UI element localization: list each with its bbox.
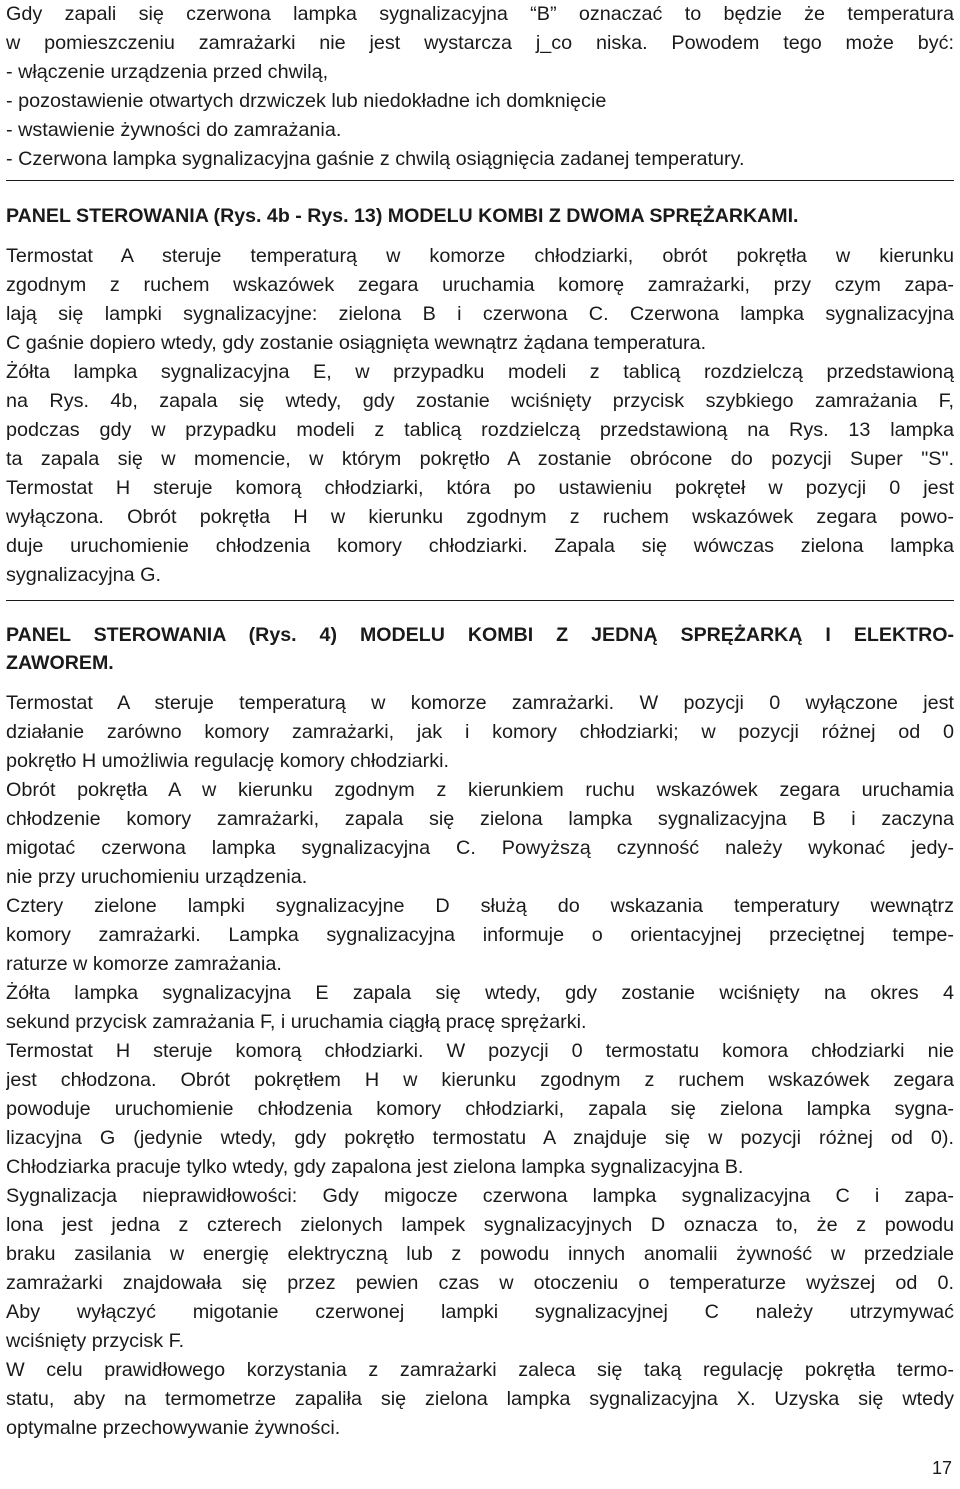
section-body-line: zgodnym z ruchem wskazówek zegara uruchamia komorę zamrażarki, przy czym zapa- [6,274,954,296]
section-body-line: Termostat H steruje komorą chłodziarki, która po ustawieniu pokręteł w pozycji 0 jest [6,477,954,499]
section-divider [6,180,954,181]
section-body-line: C gaśnie dopiero wtedy, gdy zostanie osiągnięta wewnątrz żądana temperatura. [6,332,707,354]
top-paragraph-line: Gdy zapali się czerwona lampka sygnalizacyjna “B” oznaczać to będzie że temperatura [6,3,954,25]
top-paragraph-line: - włączenie urządzenia przed chwilą, [6,61,329,83]
section-body-line: działanie zarówno komory zamrażarki, jak i komory chłodziarki; w pozycji różnej od 0 [6,721,954,743]
section-body-line: Sygnalizacja nieprawidłowości: Gdy migocze czerwona lampka sygnalizacyjna C i zapa- [6,1185,954,1207]
section-body-line: W celu prawidłowego korzystania z zamrażarki zaleca się taką regulację pokrętła termo- [6,1359,954,1381]
section-body-line: migotać czerwona lampka sygnalizacyjna C. Powyższą czynność należy wykonać jedy- [6,837,954,859]
section-body-line: komory zamrażarki. Lampka sygnalizacyjna informuje o orientacyjnej przeciętnej tempe- [6,924,954,946]
top-paragraph-line: w pomieszczeniu zamrażarki nie jest wystarcza j_co niska. Powodem tego może być: [6,32,954,54]
section-body-line: Cztery zielone lampki sygnalizacyjne D służą do wskazania temperatury wewnątrz [6,895,954,917]
section-body-line: ta zapala się w momencie, w którym pokrętło A zostanie obrócone do pozycji Super "S". [6,448,954,470]
section-heading: PANEL STEROWANIA (Rys. 4) MODELU KOMBI Z JEDNĄ SPRĘŻARKĄ I ELEKTRO- [6,624,954,646]
section-body-line: Aby wyłączyć migotanie czerwonej lampki sygnalizacyjnej C należy utrzymywać [6,1301,954,1323]
section-body-line: Chłodziarka pracuje tylko wtedy, gdy zapalona jest zielona lampka sygnalizacyjna B. [6,1156,744,1178]
section-body-line: Termostat H steruje komorą chłodziarki. W pozycji 0 termostatu komora chłodziarki nie [6,1040,954,1062]
section-divider [6,600,954,601]
section-heading: ZAWOREM. [6,652,114,674]
section-body-line: pokrętło H umożliwia regulację komory chłodziarki. [6,750,450,772]
section-body-line: Obrót pokrętła A w kierunku zgodnym z kierunkiem ruchu wskazówek zegara uruchamia [6,779,954,801]
section-body-line: sekund przycisk zamrażania F, i uruchamia ciągłą pracę sprężarki. [6,1011,587,1033]
section-body-line: lizacyjna G (jedynie wtedy, gdy pokrętło termostatu A znajduje się w pozycji różnej od 0). [6,1127,954,1149]
top-paragraph-line: - Czerwona lampka sygnalizacyjna gaśnie z chwilą osiągnięcia zadanej temperatury. [6,148,745,170]
section-body-line: lają się lampki sygnalizacyjne: zielona B i czerwona C. Czerwona lampka sygnalizacyjna [6,303,954,325]
section-body-line: jest chłodzona. Obrót pokrętłem H w kierunku zgodnym z ruchem wskazówek zegara [6,1069,954,1091]
section-body-line: Żółta lampka sygnalizacyjna E, w przypadku modeli z tablicą rozdzielczą przedstawioną [6,361,954,383]
section-body-line: optymalne przechowywanie żywności. [6,1417,341,1439]
section-body-line: sygnalizacyjna G. [6,564,162,586]
section-body-line: podczas gdy w przypadku modeli z tablicą rozdzielczą przedstawioną na Rys. 13 lampka [6,419,954,441]
section-body-line: Żółta lampka sygnalizacyjna E zapala się wtedy, gdy zostanie wciśnięty na okres 4 [6,982,954,1004]
section-heading: PANEL STEROWANIA (Rys. 4b - Rys. 13) MODELU KOMBI Z DWOMA SPRĘŻARKAMI. [6,205,799,227]
section-body-line: na Rys. 4b, zapala się wtedy, gdy zostanie wciśnięty przycisk szybkiego zamrażania F, [6,390,954,412]
section-body-line: statu, aby na termometrze zapaliła się zielona lampka sygnalizacyjna X. Uzyska się wtedy [6,1388,954,1410]
section-body-line: zamrażarki znajdowała się przez pewien czas w otoczeniu o temperaturze wyższej od 0. [6,1272,954,1294]
top-paragraph-line: - pozostawienie otwartych drzwiczek lub niedokładne ich domknięcie [6,90,607,112]
page-number: 17 [931,1458,952,1478]
section-body-line: duje uruchomienie chłodzenia komory chłodziarki. Zapala się wówczas zielona lampka [6,535,954,557]
section-body-line: Termostat A steruje temperaturą w komorze zamrażarki. W pozycji 0 wyłączone jest [6,692,954,714]
section-body-line: wciśnięty przycisk F. [6,1330,185,1352]
section-body-line: Termostat A steruje temperaturą w komorze chłodziarki, obrót pokrętła w kierunku [6,245,954,267]
section-body-line: raturze w komorze zamrażania. [6,953,282,975]
section-body-line: powoduje uruchomienie chłodzenia komory chłodziarki, zapala się zielona lampka sygna- [6,1098,954,1120]
section-body-line: chłodzenie komory zamrażarki, zapala się zielona lampka sygnalizacyjna B i zaczyna [6,808,954,830]
section-body-line: nie przy uruchomieniu urządzenia. [6,866,308,888]
section-body-line: braku zasilania w energię elektryczną lub z powodu innych anomalii żywność w przedziale [6,1243,954,1265]
top-paragraph-line: - wstawienie żywności do zamrażania. [6,119,342,141]
section-body-line: wyłączona. Obrót pokrętła H w kierunku zgodnym z ruchem wskazówek zegara powo- [6,506,954,528]
section-body-line: lona jest jedna z czterech zielonych lampek sygnalizacyjnych D oznacza to, że z powodu [6,1214,954,1236]
